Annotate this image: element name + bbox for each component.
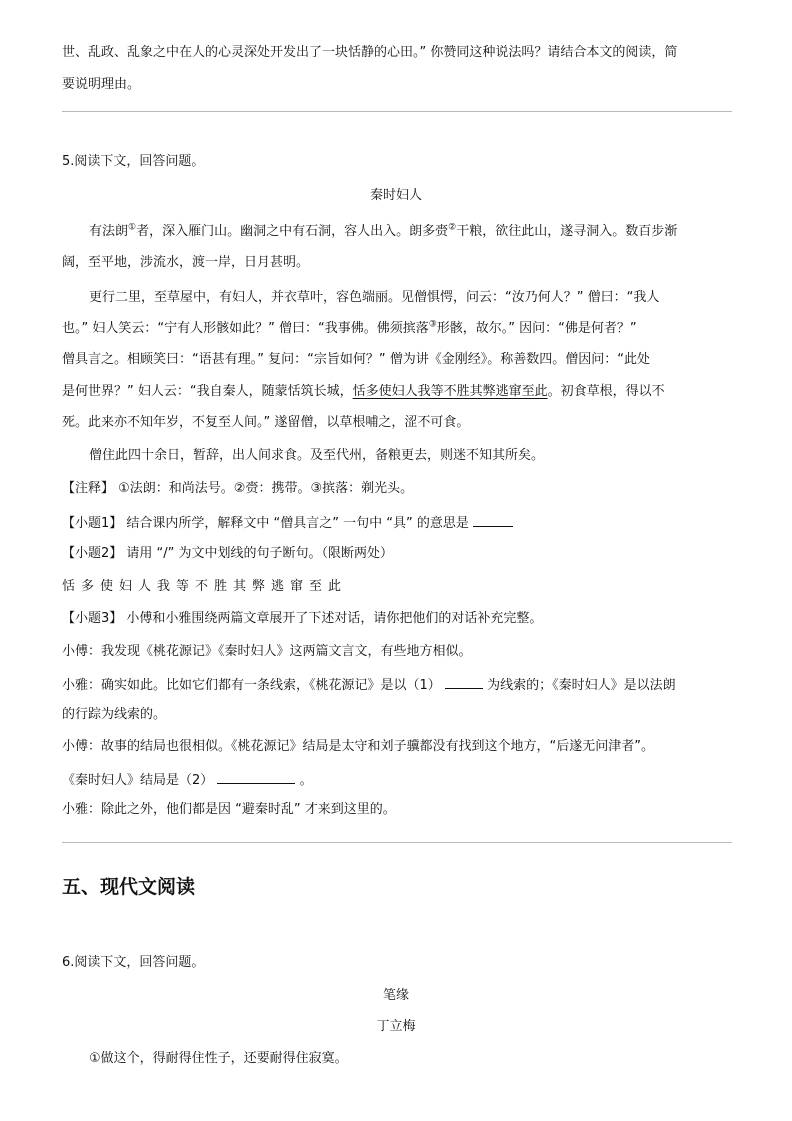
passage-text: 形骸，故尔。” 因问：“佛是何者？” [436,321,637,336]
passage-title: 笔缘 [382,988,409,1003]
passage-p2-line-4 [62,382,665,402]
dialogue-text: 小雅：确实如此。比如它们都有一条线索，《桃花源记》是以（1） [62,678,441,693]
dialogue-line-4: 小雅：除此之外，他们都是因 “避秦时乱” 才来到这里的。 [62,802,396,817]
question-6-heading: 6.阅读下文，回答问题。 [62,955,205,970]
top-line-1: 世、乱政、乱象之中在人的心灵深处开发出了一块恬静的心田。” 你赞同这种说法吗？请结合本文的阅读，简 [62,45,678,60]
section-title: 五、现代文阅读 [62,876,196,898]
passage-paragraph-1: ①做这个，得耐得住性子，还要耐得住寂寞。 [89,1051,348,1066]
footnote-marker: ② [448,222,457,233]
passage-p2-line-1: 更行二里，至草屋中，有妇人，并衣草叶，容色端丽。见僧惧愕，问云：“汝乃何人？” 僧曰：“我人 [89,290,660,305]
sub-question-1-text: 【小题1】 结合课内所学，解释文中 “僧具言之” 一句中 “具” 的意思是 [62,516,469,531]
passage-text: 。初食草根，得以不 [547,384,665,399]
passage-text: 干粮，欲往此山，遂寻洞入。数百步渐 [456,224,678,239]
passage-text: 者，深入雁门山。幽洞之中有石洞，容人出入。朗多赍 [136,224,449,239]
underlined-sentence: 恬多使妇人我等不胜其弊逃窜至此 [352,384,548,399]
passage-p1-line-1 [89,222,677,242]
passage-title: 秦时妇人 [369,188,422,203]
dialogue-line-3: 小傅：故事的结局也很相似。《桃花源记》结局是太守和刘子骥都没有找到这个地方，“后遂无问津者”。 [62,739,654,754]
dialogue-line-2 [62,674,676,696]
passage-text: 是何世界？” 妇人云：“我自秦人，随蒙恬筑长城， [62,384,353,399]
passage-p2-line-3: 僧具言之。相顾笑曰：“语甚有理。” 复问：“宗旨如何？” 僧为讲《金刚经》。称善数四。僧因问：“此处 [62,352,650,367]
answer-blank-2[interactable] [217,769,295,784]
passage-p2-line-5: 死。此来亦不知年岁，不复至人间。” 遂留僧，以草根哺之，涩不可食。 [62,415,470,430]
sentence-to-punctuate: 恬多使妇人我等不胜其弊逃窜至此 [62,579,348,594]
sub-question-1 [62,512,513,534]
passage-author: 丁立梅 [376,1019,416,1034]
sub-question-2: 【小题2】 请用 “/” 为文中划线的句子断句。（限断两处） [62,546,394,561]
divider-2 [62,842,732,843]
answer-blank[interactable] [473,512,513,527]
question-5-heading: 5.阅读下文，回答问题。 [62,154,205,169]
passage-p2-line-2 [62,319,637,339]
annotation-note: 【注释】 ①法朗：和尚法号。②赍：携带。③摈落：剃光头。 [62,481,414,496]
passage-p1-line-2: 阔，至平地，涉流水，渡一岸，日月甚明。 [62,255,310,270]
dialogue-text: 《秦时妇人》结局是（2） [62,773,214,788]
top-line-2: 要说明理由。 [62,77,141,92]
dialogue-line-3-cont [62,769,313,791]
passage-text: 有法朗 [89,224,129,239]
sub-question-3: 【小题3】 小傅和小雅围绕两篇文章展开了下述对话，请你把他们的对话补充完整。 [62,611,543,626]
passage-text: 也。” 妇人笑云：“宁有人形骸如此？” 僧曰：“我事佛。佛须摈落 [62,321,429,336]
dialogue-line-1: 小傅：我发现《桃花源记》《秦时妇人》这两篇文言文，有些地方相似。 [62,644,472,659]
answer-blank-1[interactable] [445,674,483,689]
footnote-marker: ① [128,222,137,233]
footnote-marker: ③ [428,319,437,330]
dialogue-text: 为线索的；《秦时妇人》是以法朗 [487,678,676,693]
dialogue-line-2-cont: 的行踪为线索的。 [62,707,167,722]
passage-p3: 僧住此四十余日，暂辞，出人间求食。及至代州，备粮更去，则迷不知其所矣。 [89,448,545,463]
divider-1 [62,111,732,112]
dialogue-text: 。 [299,773,313,788]
